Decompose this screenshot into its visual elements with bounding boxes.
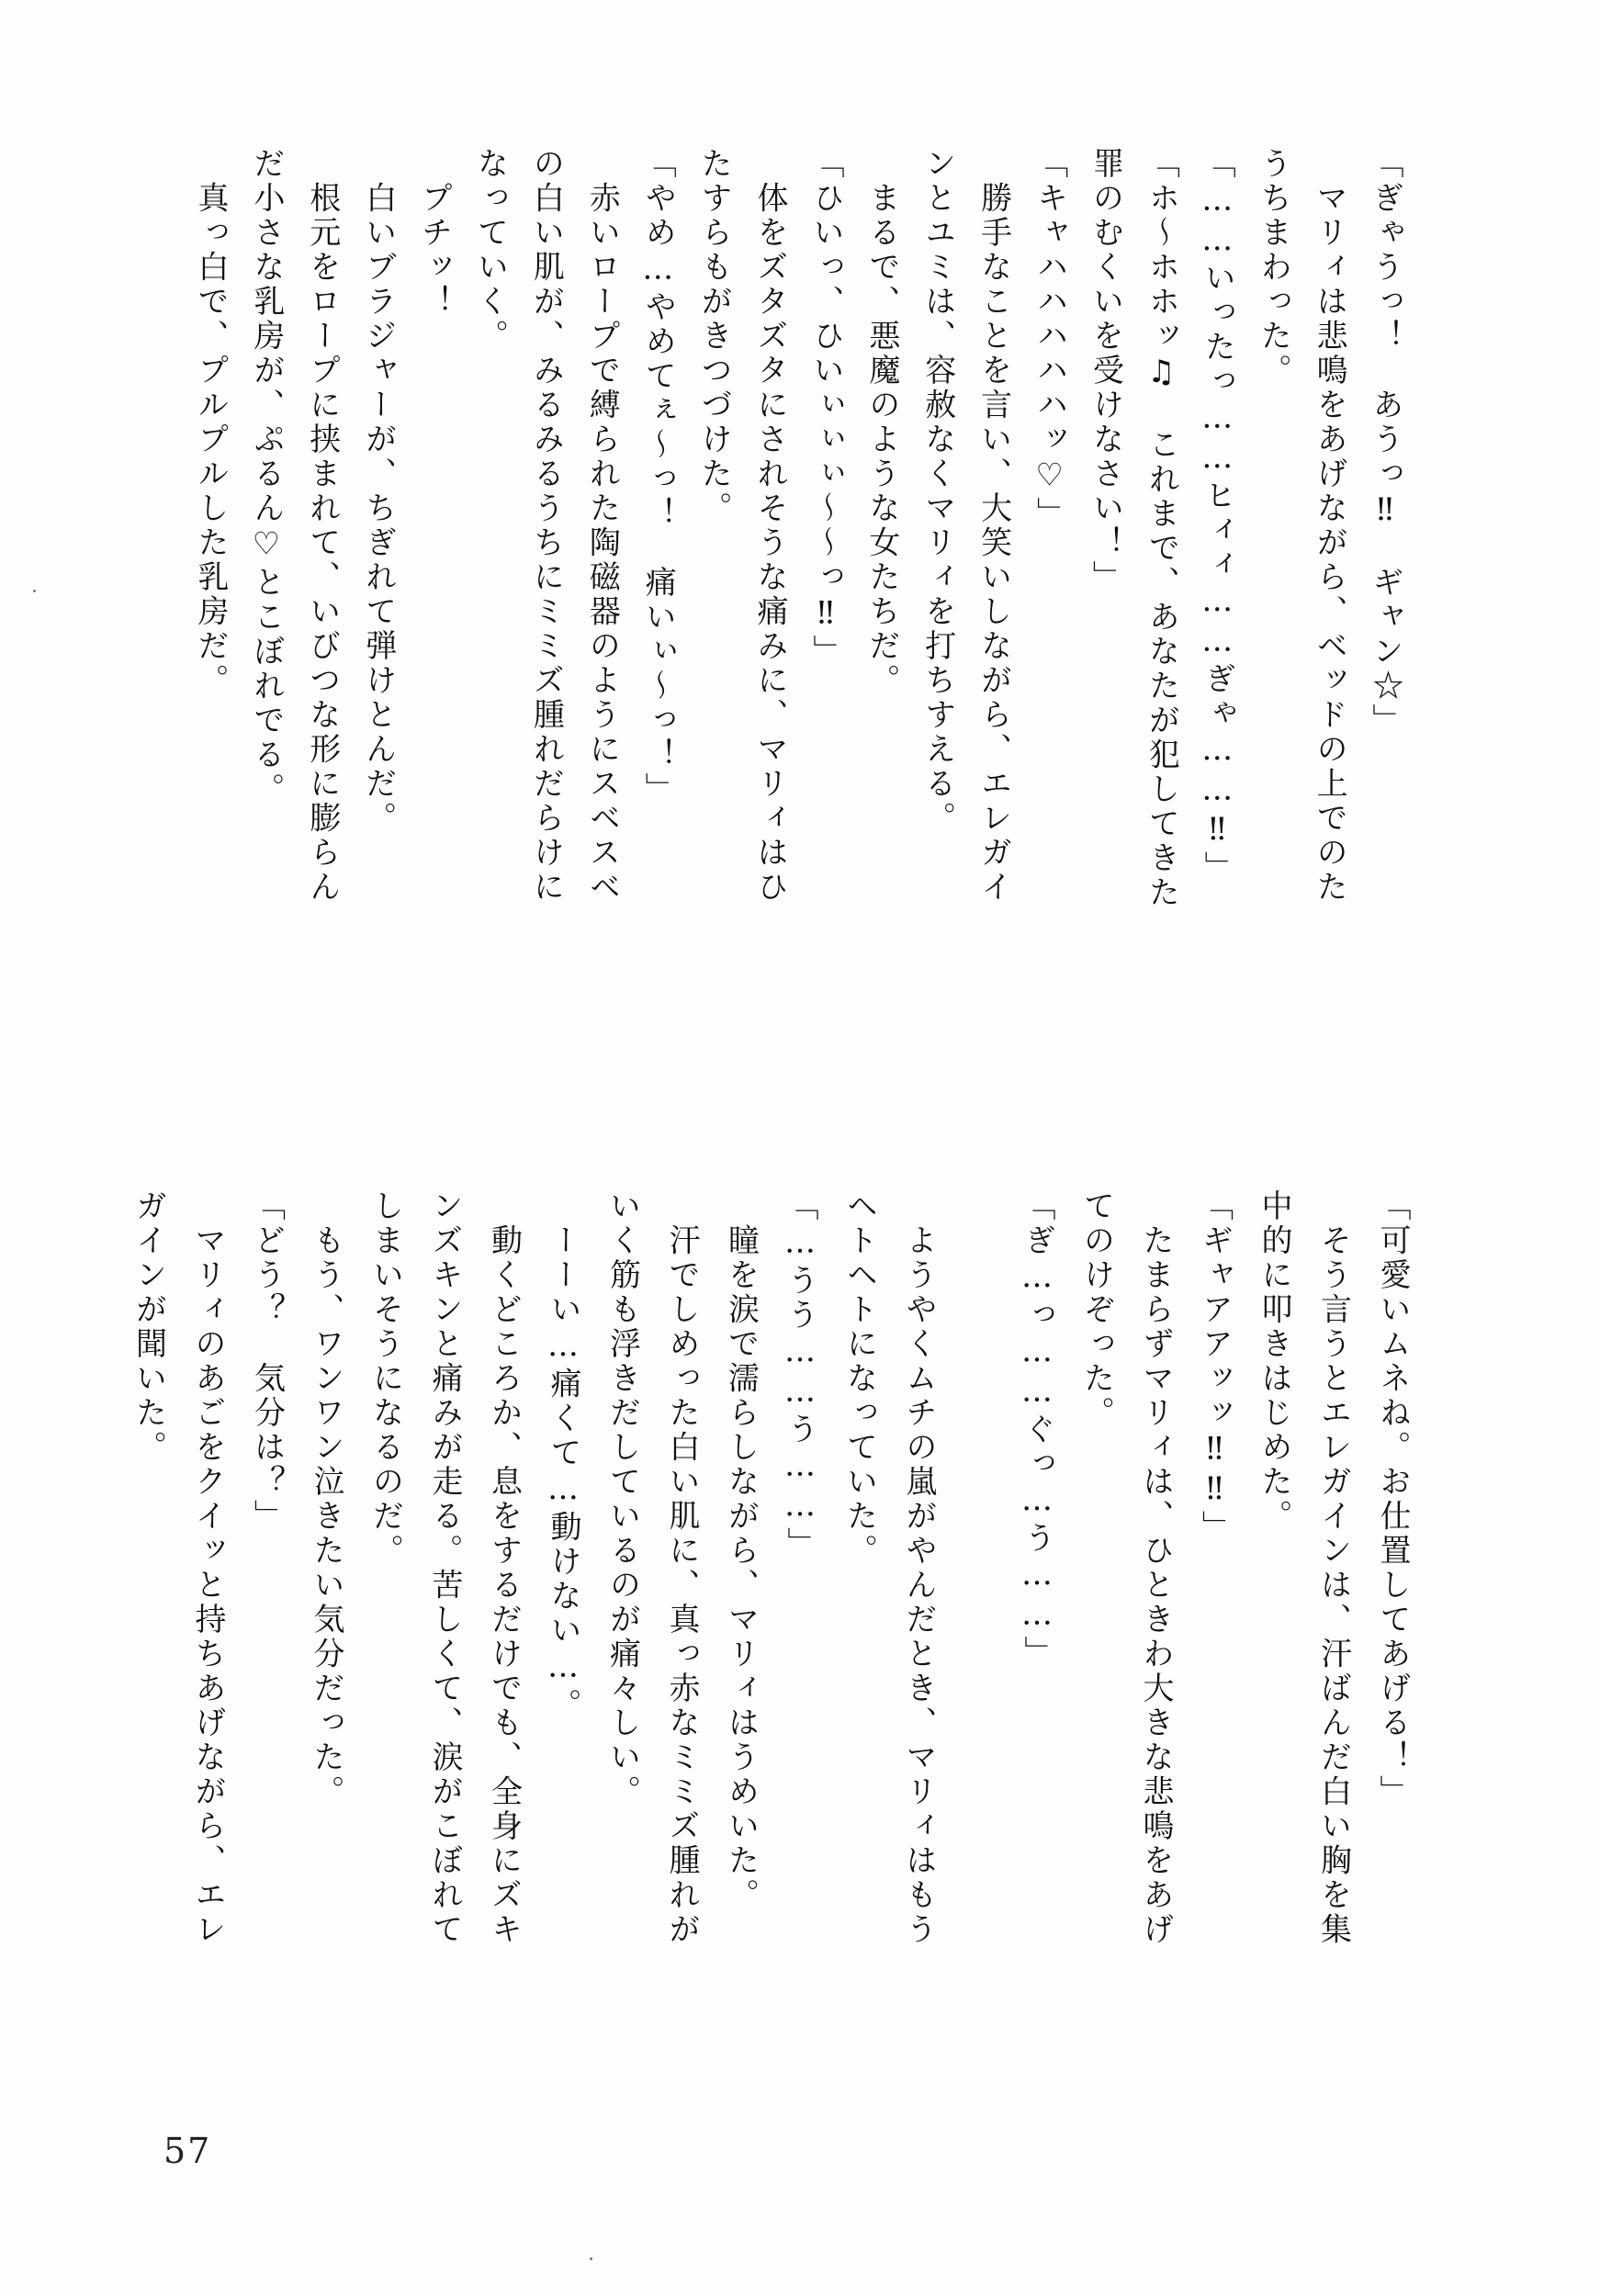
text-line: 体をズタズタにされそうな痛みに、マリィはひ: [751, 147, 789, 905]
text-line: 「ぎ…っ……ぐっ…う……」: [1019, 1189, 1055, 1671]
text-line: の白い肌が、みるみるうちにミミズ腫れだらけに: [527, 147, 565, 905]
text-line: 「ホ〜ホホッ♫ これまで、あなたが犯してきた: [1143, 147, 1180, 910]
scan-speck: [590, 2257, 592, 2260]
text-line: たまらずマリィは、ひときわ大きな悲鳴をあげ: [1137, 1189, 1174, 1947]
text-line: 瞳を涙で濡らしながら、マリィはうめいた。: [722, 1189, 760, 1913]
text-line: ンズキンと痛みが走る。苦しくて、涙がこぼれて: [426, 1189, 463, 1947]
text-line: ようやくムチの嵐がやんだとき、マリィはもう: [900, 1189, 937, 1947]
text-line: そう言うとエレガインは、汗ばんだ白い胸を集: [1314, 1189, 1352, 1947]
text-line: 「やめ…やめてぇ〜っ！ 痛いぃ〜っ！」: [639, 147, 677, 807]
text-line: 「どう？ 気分は？」: [248, 1189, 286, 1534]
text-line: 「キャハハハハハッ♡」: [1031, 147, 1068, 532]
text-line: まるで、悪魔のような女たちだ。: [862, 147, 900, 698]
text-line: たすらもがきつづけた。: [695, 147, 733, 526]
text-line: なっていく。: [471, 147, 509, 354]
text-line: 根元をロープに挟まれて、いびつな形に膨らん: [303, 147, 341, 905]
text-line: ーーい…痛くて…動けない…。: [545, 1189, 581, 1723]
text-line: うちまわった。: [1255, 147, 1292, 388]
text-block-bottom: [118, 1189, 1422, 2126]
text-line: マリィのあごをクイッと持ちあげながら、エレ: [189, 1189, 226, 1947]
text-line: 真っ白で、プルプルした乳房だ。: [191, 147, 229, 698]
text-line: 「ぎゃうっ！ あうっ‼ ギャン☆」: [1367, 147, 1403, 738]
text-line: 「……いったっ……ヒィィ……ぎゃ……‼」: [1199, 147, 1236, 885]
page-number: 57: [163, 2131, 212, 2171]
text-line: 「ひいっ、ひいぃぃぃ〜〜っ‼」: [806, 147, 844, 670]
text-line: 動くどころか、息をするだけでも、全身にズキ: [485, 1189, 523, 1947]
text-line: マリィは悲鳴をあげながら、ベッドの上でのた: [1311, 147, 1348, 905]
text-line: 赤いロープで縛られた陶磁器のようにスベスベ: [583, 147, 621, 905]
text-line: プチッ！: [415, 147, 453, 320]
text-line: 中的に叩きはじめた。: [1256, 1189, 1292, 1534]
text-line: 勝手なことを言い、大笑いしながら、エレガイ: [975, 147, 1012, 905]
text-line: 「可愛いムネね。お仕置してあげる！」: [1374, 1189, 1411, 1809]
text-line: [948, 1189, 1008, 2126]
text-line: 罪のむくいを受けなさい！」: [1087, 147, 1124, 595]
text-line: 「…うう……う……」: [782, 1189, 818, 1561]
text-line: ンとユミは、容赦なくマリィを打ちすえる。: [918, 147, 956, 836]
scan-speck: [33, 590, 36, 592]
text-line: 「ギャアアッッ‼‼」: [1196, 1189, 1234, 1545]
text-line: 汗でしめった白い肌に、真っ赤なミミズ腫れが: [663, 1189, 700, 1947]
text-block-top: [184, 147, 1414, 1139]
text-line: もう、ワンワン泣きたい気分だった。: [308, 1189, 344, 1809]
text-line: てのけぞった。: [1077, 1189, 1115, 1431]
text-line: ヘトヘトになっていた。: [840, 1189, 878, 1569]
text-line: いく筋も浮きだしているのが痛々しい。: [603, 1189, 641, 1809]
text-line: ガインが聞いた。: [130, 1189, 167, 1465]
text-line: だ小さな乳房が、ぷるん♡とこぼれでる。: [247, 147, 285, 807]
text-line: しまいそうになるのだ。: [366, 1189, 404, 1569]
text-line: 白いブラジャーが、ちぎれて弾けとんだ。: [359, 147, 397, 836]
